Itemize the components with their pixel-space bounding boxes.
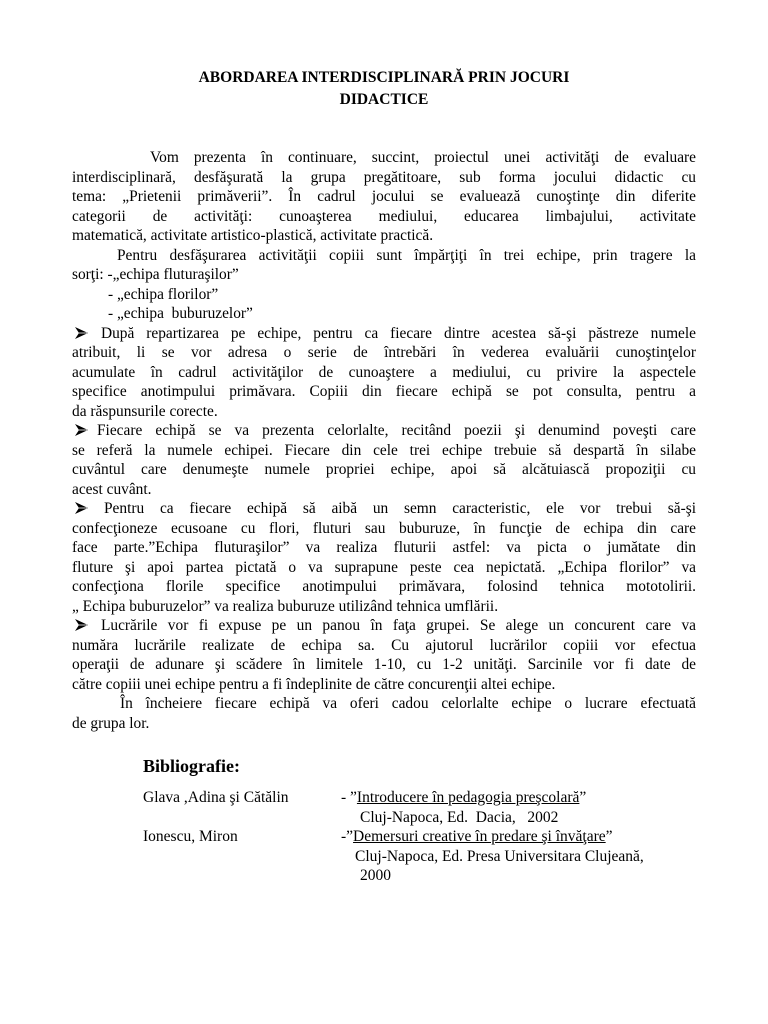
reference-title: Demersuri creative în predare şi învăţare (353, 828, 606, 845)
bullet-line: acest cuvânt. (72, 480, 152, 498)
bullet-line: se referă la numele echipei. Fiecare din cele trei echipe trebuie să despartă în silabe (72, 441, 696, 459)
bullet-line: operaţii de adunare şi scădere în limitele 1-10, cu 1-2 unităţi. Sarcinile vor fi date de (72, 656, 696, 673)
bullet-line: da răspunsurile corecte. (72, 402, 218, 420)
title-line: ABORDAREA INTERDISCIPLINARĂ PRIN JOCURI (198, 69, 570, 86)
bullet-line: face parte.”Echipa fluturaşilor” va realiza fluturii astfel: va picta o jumătate din (72, 539, 696, 556)
bibliography-reference (341, 827, 644, 886)
bullet-line: „ Echipa buburuzelor” va realiza buburuze utilizând tehnica umflării. (72, 597, 499, 615)
bullet-item (72, 324, 696, 422)
bullet-line: fluture şi apoi partea pictată o va suprapune peste cea nepictată. „Echipa florilor” va (72, 558, 696, 576)
bullet-item (72, 616, 696, 694)
title-line: DIDACTICE (339, 91, 429, 108)
reference-suffix: ” (605, 828, 613, 845)
teams-paragraph (72, 246, 696, 324)
reference-title-line (341, 788, 586, 808)
bullet-item (72, 421, 696, 499)
bullet-line: cuvântul care denumeşte numele propriei echipe, apoi să alcătuiască propoziţii cu (72, 461, 696, 478)
reference-details: Cluj-Napoca, Ed. Dacia, 2002 (360, 808, 559, 826)
closing-paragraph (72, 694, 696, 733)
bibliography-entry (143, 827, 696, 886)
reference-suffix: ” (579, 789, 587, 806)
bullet-line (72, 324, 696, 344)
arrow-bullet-icon (72, 324, 101, 344)
bibliography-heading: Bibliografie: (143, 756, 240, 776)
bullet-line-text: Fiecare echipă se va prezenta celorlalte, recitând poezii şi denumind poveşti care (97, 422, 696, 439)
intro-paragraph (72, 148, 696, 246)
arrow-bullet-icon (72, 616, 101, 636)
closing-line: de grupa lor. (72, 714, 150, 732)
bullet-line: acumulate în cadrul activităţilor de cunoaştere a mediului, cu privire la aspectele (72, 363, 696, 381)
bibliography-author: Ionescu, Miron (143, 828, 238, 845)
intro-line: matematică, activitate artistico-plastică, activitate practică. (72, 227, 434, 244)
bullet-line (72, 616, 696, 636)
arrow-bullet-icon (72, 499, 104, 519)
team-list-item: - „echipa buburuzelor” (108, 305, 253, 322)
bullet-line: confecţioneze ecusoane cu flori, fluturi sau buburuze, în funcţie de echipa din care (72, 519, 696, 537)
reference-details: 2000 (360, 867, 391, 884)
reference-title-line (341, 827, 644, 847)
reference-prefix: -” (341, 828, 354, 845)
intro-line: interdisciplinară, desfăşurată la grupa pregătitoare, sub forma jocului didactic cu (72, 168, 696, 186)
reference-title: Introducere în pedagogia preşcolară (356, 789, 580, 806)
intro-line: tema: „Prietenii primăverii”. În cadrul jocului se evaluează cunoştinţe din diferite (72, 188, 696, 205)
team-list-item: - „echipa florilor” (108, 285, 219, 303)
teams-line: Pentru desfăşurarea activităţii copiii sunt împărţiţi în trei echipe, prin tragere la (117, 246, 696, 264)
intro-line: Vom prezenta în continuare, succint, proiectul unei activităţi de evaluare (150, 149, 696, 166)
bibliography-entry (143, 788, 696, 827)
bibliography-author: Glava ,Adina şi Cătălin (143, 789, 289, 806)
bibliography-list (143, 788, 696, 886)
bullet-item (72, 499, 696, 616)
bullet-line: număra lucrările realizate de echipa sa. Cu ajutorul lucrărilor copiii vor efectua (72, 636, 696, 654)
document-title (72, 67, 696, 111)
teams-line: sorţi: -„echipa fluturaşilor” (72, 266, 239, 283)
document-body (72, 148, 696, 733)
bullet-line-text: Pentru ca fiecare echipă să aibă un semn caracteristic, ele vor trebui să-şi (104, 500, 696, 517)
reference-prefix: - ” (341, 789, 357, 806)
arrow-bullet-icon (72, 421, 97, 441)
bullet-line (72, 421, 696, 441)
bullet-line: confecţiona florile specifice anotimpului primăvara, folosind tehnica mototolirii. (72, 578, 696, 595)
bibliography-reference (341, 788, 586, 827)
bullet-line-text: După repartizarea pe echipe, pentru ca fiecare dintre acestea să-şi păstreze numele (101, 324, 696, 342)
bullet-line-text: Lucrările vor fi expuse pe un panou în faţa grupei. Se alege un concurent care va (101, 617, 696, 634)
bullet-line (72, 499, 696, 519)
reference-details: Cluj-Napoca, Ed. Presa Universitara Clujeană, (355, 847, 644, 865)
bullet-line: atribuit, li se vor adresa o serie de întrebări în vederea evaluării cunoştinţelor (72, 344, 696, 361)
bullet-line: specifice anotimpului primăvara. Copiii din fiecare echipă se pot consulta, pentru a (72, 383, 696, 400)
intro-line: categorii de activităţi: cunoaşterea mediului, educarea limbajului, activitate (72, 207, 696, 225)
closing-line: În încheiere fiecare echipă va oferi cadou celorlalte echipe o lucrare efectuată (120, 695, 696, 712)
bullet-line: către copiii unei echipe pentru a fi îndeplinite de către concurenţii altei echipe. (72, 675, 556, 693)
